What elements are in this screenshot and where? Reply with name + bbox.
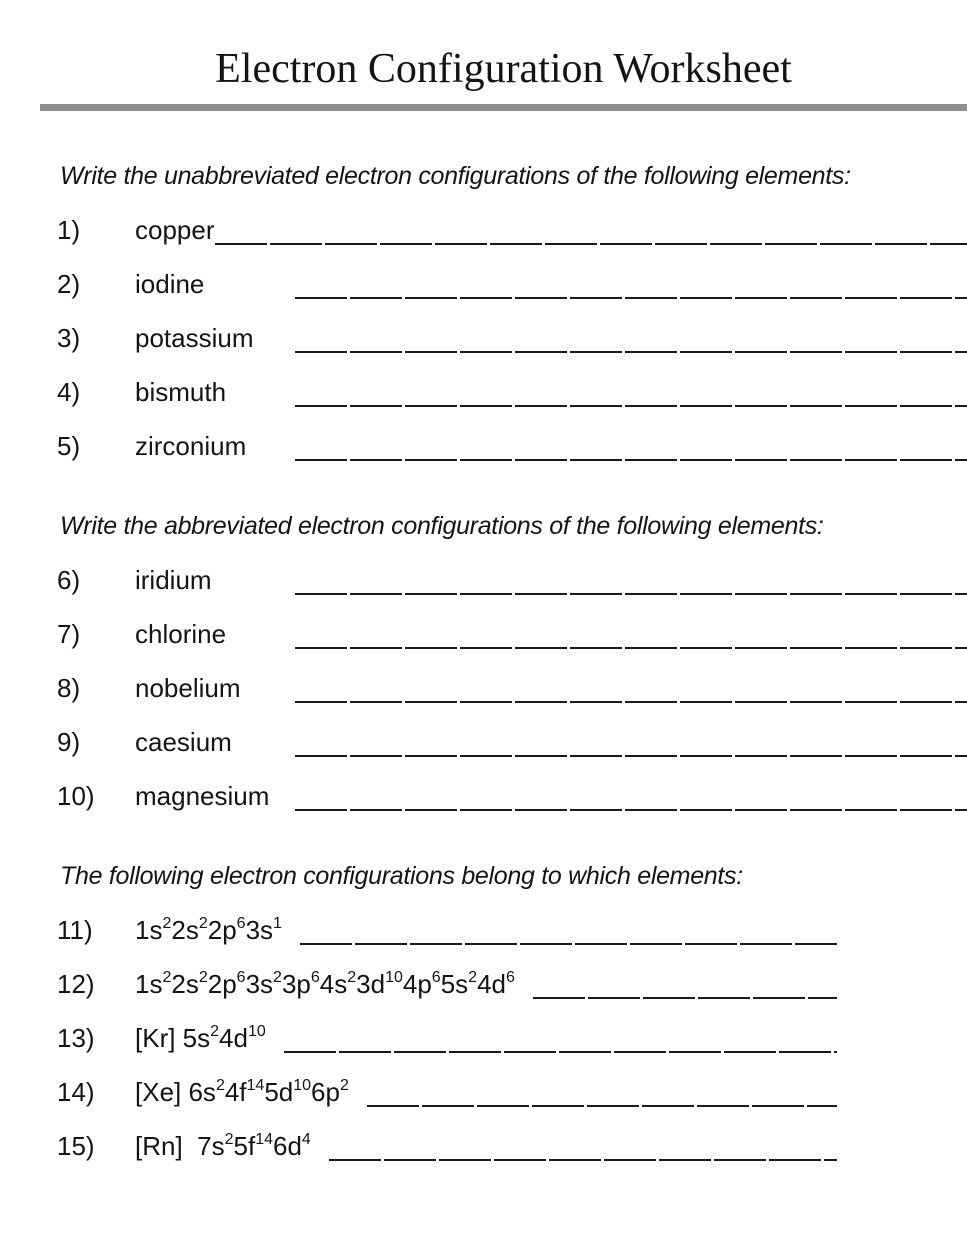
superscript-electron-count: 2 [162,915,171,932]
answer-blank[interactable] [295,351,967,353]
question-number: 8) [57,661,135,715]
superscript-electron-count: 2 [468,969,477,986]
superscript-electron-count: 2 [210,1023,219,1040]
section-instruction: The following electron configurations belong to which elements: [60,861,967,891]
question-number: 13) [57,1011,135,1065]
answer-blank[interactable] [329,1159,837,1161]
answer-blank[interactable] [295,755,967,757]
superscript-electron-count: 10 [293,1077,311,1094]
superscript-electron-count: 14 [255,1131,273,1148]
superscript-electron-count: 4 [302,1131,311,1148]
element-name: iridium [135,553,295,607]
answer-blank[interactable] [300,943,837,945]
question-number: 14) [57,1065,135,1119]
answer-blank[interactable] [295,593,967,595]
question-row [0,257,967,311]
superscript-electron-count: 10 [248,1023,266,1040]
answer-blank[interactable] [295,297,967,299]
superscript-electron-count: 2 [199,969,208,986]
electron-configuration: [Xe] $6s^24f^{14}5d^{10}6p^2$ [135,1065,349,1119]
section-instruction: Write the abbreviated electron configurations of the following elements: [60,511,967,541]
question-row [0,661,967,715]
superscript-electron-count: 2 [162,969,171,986]
question-number: 1) [57,203,135,257]
superscript-electron-count: 2 [273,969,282,986]
superscript-electron-count: 2 [216,1077,225,1094]
electron-configuration: $1s^22s^22p^63s^1$ [135,903,282,957]
section-abbreviated [0,511,967,823]
worksheet-page [0,46,967,1246]
answer-blank[interactable] [367,1105,837,1107]
answer-blank[interactable] [295,459,967,461]
question-row [0,311,967,365]
answer-blank[interactable] [295,701,967,703]
question-row [0,203,967,257]
superscript-electron-count: 6 [237,915,246,932]
element-name: caesium [135,715,295,769]
question-number: 3) [57,311,135,365]
question-number: 5) [57,419,135,473]
element-name: iodine [135,257,295,311]
question-number: 9) [57,715,135,769]
superscript-electron-count: 6 [237,969,246,986]
question-number: 4) [57,365,135,419]
question-number: 11) [57,903,135,957]
question-row [0,957,967,1011]
element-name: bismuth [135,365,295,419]
element-name: nobelium [135,661,295,715]
element-name: chlorine [135,607,295,661]
question-row [0,1065,967,1119]
superscript-electron-count: 2 [199,915,208,932]
question-row [0,715,967,769]
question-number: 12) [57,957,135,1011]
superscript-electron-count: 10 [385,969,403,986]
superscript-electron-count: 2 [340,1077,349,1094]
element-name: magnesium [135,769,295,823]
question-number: 7) [57,607,135,661]
superscript-electron-count: 6 [432,969,441,986]
question-row [0,607,967,661]
page-title: Electron Configuration Worksheet [40,46,967,92]
electron-configuration: $1s^22s^22p^63s^23p^64s^23d^{10}4p^65s^24d^6$ [135,957,515,1011]
answer-blank[interactable] [215,243,967,245]
superscript-electron-count: 6 [311,969,320,986]
question-row [0,1011,967,1065]
superscript-electron-count: 2 [225,1131,234,1148]
section-unabbreviated [0,161,967,473]
superscript-electron-count: 2 [347,969,356,986]
answer-blank[interactable] [295,647,967,649]
question-number: 6) [57,553,135,607]
element-name: copper [135,203,215,257]
superscript-electron-count: 6 [506,969,515,986]
question-row [0,365,967,419]
answer-blank[interactable] [533,997,837,999]
question-number: 2) [57,257,135,311]
section-identify [0,861,967,1173]
question-row [0,419,967,473]
superscript-electron-count: 1 [273,915,282,932]
superscript-electron-count: 14 [247,1077,265,1094]
question-number: 10) [57,769,135,823]
question-row [0,903,967,957]
sections-container [0,161,967,1173]
question-row [0,553,967,607]
electron-configuration: [Kr] $5s^24d^{10}$ [135,1011,266,1065]
answer-blank[interactable] [284,1051,837,1053]
section-instruction: Write the unabbreviated electron configurations of the following elements: [60,161,967,191]
question-row [0,769,967,823]
element-name: zirconium [135,419,295,473]
electron-configuration: [Rn] $7s^25f^{14}6d^4$ [135,1119,311,1173]
answer-blank[interactable] [295,809,967,811]
title-divider-rule [40,104,967,111]
question-row [0,1119,967,1173]
answer-blank[interactable] [295,405,967,407]
element-name: potassium [135,311,295,365]
question-number: 15) [57,1119,135,1173]
